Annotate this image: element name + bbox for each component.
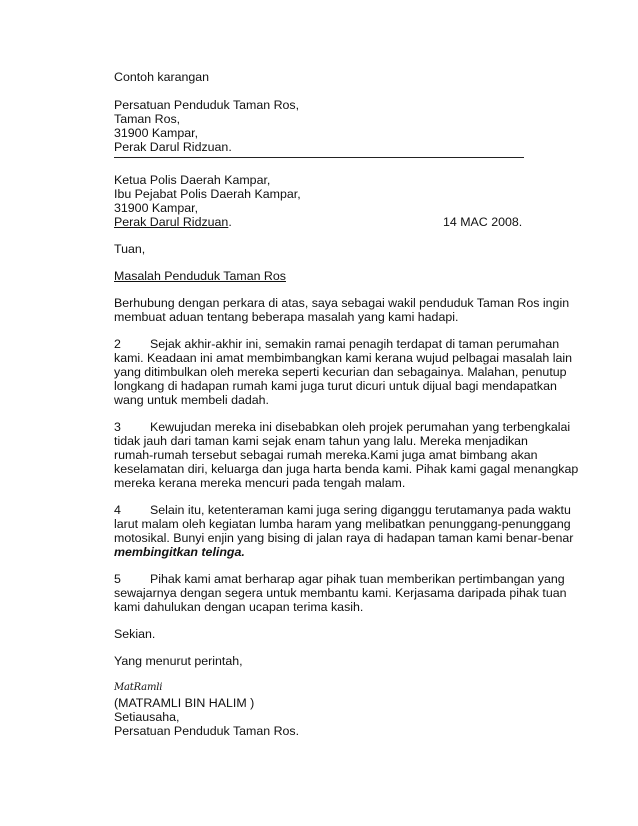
paragraph-text: Sejak akhir-akhir ini, semakin ramai penagih terdapat di taman perumahan xyxy=(150,337,560,351)
paragraph-line xyxy=(114,503,571,517)
sender-line: Perak Darul Ridzuan. xyxy=(114,140,232,154)
paragraph-line: membuat aduan tentang beberapa masalah yang kami hadapi. xyxy=(114,310,459,324)
paragraph-line xyxy=(114,420,570,434)
letter-date: 14 MAC 2008. xyxy=(443,215,523,229)
recipient-line: Ketua Polis Daerah Kampar, xyxy=(114,173,271,187)
recipient-line xyxy=(114,215,232,229)
paragraph-line xyxy=(114,337,559,351)
paragraph-line: mereka kerana mereka mencuri pada tengah malam. xyxy=(114,476,406,490)
paragraph-number: 4 xyxy=(114,503,121,517)
sender-line: 31900 Kampar, xyxy=(114,126,199,140)
salutation: Tuan, xyxy=(114,242,146,256)
paragraph-text: Kewujudan mereka ini disebabkan oleh projek perumahan yang terbengkalai xyxy=(150,420,571,434)
paragraph-line: rumah-rumah tersebut sebagai rumah mereka.Kami juga amat bimbang akan xyxy=(114,448,538,462)
paragraph-line: kami dahulukan dengan ucapan terima kasih. xyxy=(114,600,364,614)
recipient-line: 31900 Kampar, xyxy=(114,201,199,215)
divider-line xyxy=(114,157,524,158)
document-heading: Contoh karangan xyxy=(114,70,210,84)
paragraph-number: 5 xyxy=(114,572,121,586)
paragraph-text: Selain itu, ketenteraman kami juga sering diganggu terutamanya pada waktu xyxy=(150,503,571,517)
handwritten-signature: MatRamli xyxy=(114,682,163,693)
paragraph-text: Pihak kami amat berharap agar pihak tuan memberikan pertimbangan yang xyxy=(150,572,565,586)
paragraph-line: kami. Keadaan ini amat membimbangkan kami kerana wujud pelbagai masalah lain xyxy=(114,351,573,365)
paragraph-number: 2 xyxy=(114,337,121,351)
sign-off: Yang menurut perintah, xyxy=(114,654,243,668)
paragraph-line: Berhubung dengan perkara di atas, saya sebagai wakil penduduk Taman Ros ingin xyxy=(114,296,570,310)
paragraph-number: 3 xyxy=(114,420,121,434)
signer-title: Setiausaha, xyxy=(114,710,180,724)
signer-name: (MATRAMLI BIN HALIM ) xyxy=(114,696,255,710)
paragraph-line xyxy=(114,572,565,586)
recipient-suffix: . xyxy=(228,215,232,229)
recipient-line: Ibu Pejabat Polis Daerah Kampar, xyxy=(114,187,301,201)
recipient-state: Perak Darul Ridzuan xyxy=(114,215,229,229)
closing: Sekian. xyxy=(114,627,156,641)
sender-line: Taman Ros, xyxy=(114,112,181,126)
signer-organisation: Persatuan Penduduk Taman Ros. xyxy=(114,724,300,738)
paragraph-line: sewajarnya dengan segera untuk membantu kami. Kerjasama daripada pihak tuan xyxy=(114,586,567,600)
paragraph-line: motosikal. Bunyi enjin yang bising di jalan raya di hadapan taman kami benar-benar xyxy=(114,531,574,545)
paragraph-line: larut malam oleh kegiatan lumba haram yang melibatkan penunggang-penunggang xyxy=(114,517,571,531)
paragraph-line: keselamatan diri, keluarga dan juga harta benda kami. Pihak kami gagal menangkap xyxy=(114,462,579,476)
sender-line: Persatuan Penduduk Taman Ros, xyxy=(114,98,300,112)
paragraph-line: longkang di hadapan rumah kami juga turut dicuri untuk dijual bagi mendapatkan xyxy=(114,379,557,393)
emphasis-text: membingitkan telinga. xyxy=(114,545,245,559)
paragraph-line: tidak jauh dari taman kami sejak enam tahun yang lalu. Mereka menjadikan xyxy=(114,434,528,448)
paragraph-line: yang ditimbulkan oleh mereka seperti kecurian dan sebagainya. Malahan, penutup xyxy=(114,365,567,379)
paragraph-line: wang untuk membeli dadah. xyxy=(114,393,269,407)
subject-line: Masalah Penduduk Taman Ros xyxy=(114,269,286,283)
